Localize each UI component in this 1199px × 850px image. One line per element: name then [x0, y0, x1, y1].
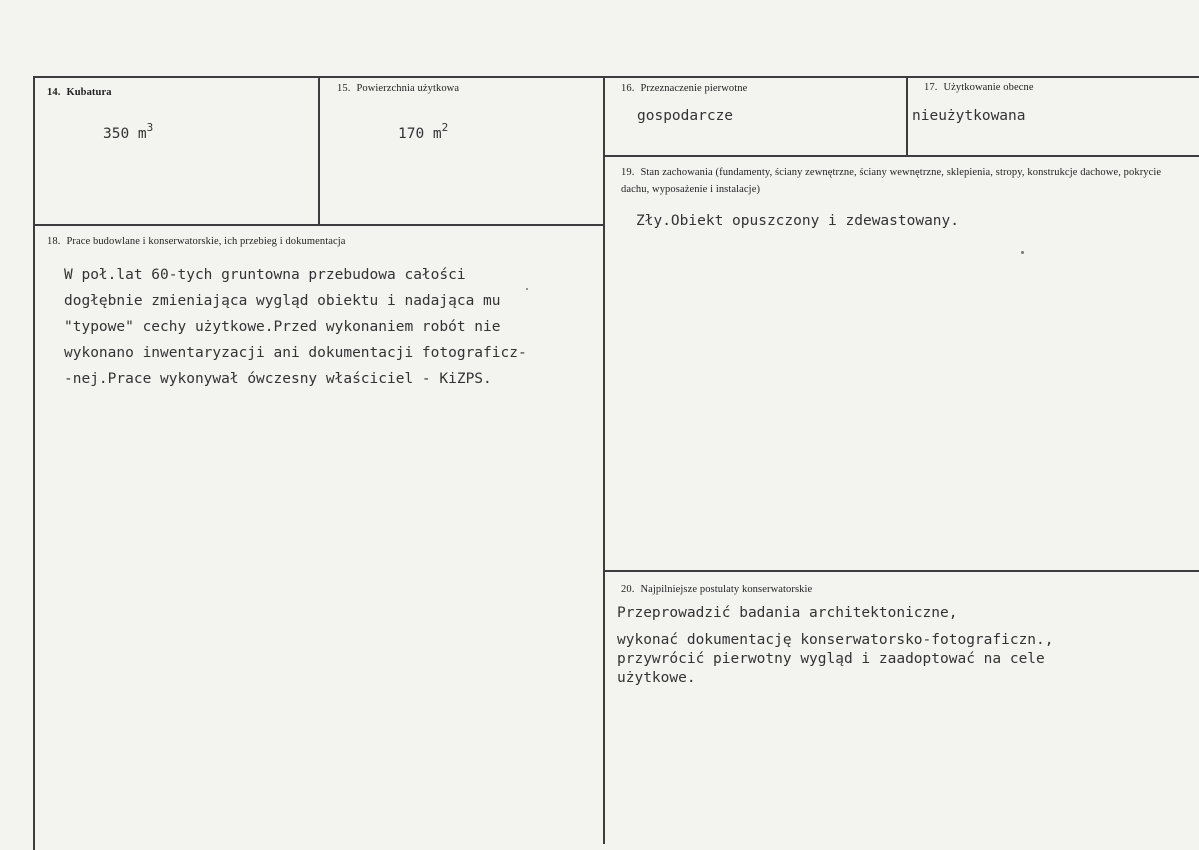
rule-right-mid	[603, 155, 1199, 157]
label-powierzchnia: 15. Powierzchnia użytkowa	[337, 83, 460, 94]
label-stan: 19. Stan zachowania (fundamenty, ściany zewnętrzne, ściany wewnętrzne, sklepienia, stropy, konstrukcje dachowe, pokrycie dachu, wyposażenie i instalacje)	[621, 167, 1162, 195]
text-postulaty	[617, 604, 1054, 688]
rule-center	[603, 76, 605, 844]
unit-exponent: 3	[146, 121, 154, 134]
label-prace: 18. Prace budowlane i konserwatorskie, ich przebieg i dokumentacja	[47, 236, 346, 247]
label-postulaty: 20. Najpilniejsze postulaty konserwatorskie	[621, 584, 813, 595]
value-kubatura: 350 $m^3$	[103, 121, 154, 142]
paper-speck	[1021, 251, 1024, 254]
value-uzytkowanie: nieużytkowana	[912, 108, 1026, 124]
label-kubatura: 14. Kubatura	[47, 87, 112, 98]
rule-left-edge	[33, 76, 35, 850]
rule-right-low	[603, 570, 1199, 572]
text-postulaty-line1: Przeprowadzić badania architektoniczne,	[617, 605, 958, 621]
value-powierzchnia: 170 $m^2$	[398, 121, 449, 142]
rule-divider-17	[906, 76, 908, 156]
value-przeznaczenie: gospodarcze	[637, 108, 734, 124]
unit-exponent: 2	[441, 121, 449, 134]
rule-divider-15	[318, 76, 320, 225]
label-uzytkowanie: 17. Użytkowanie obecne	[924, 82, 1034, 93]
text-postulaty-rest: wykonać dokumentację konserwatorsko-fotograficzn., przywrócić pierwotny wygląd i zaadoptować na cele użytkowe.	[617, 632, 1054, 686]
paper-speck	[526, 288, 528, 290]
text-prace: W poł.lat 60-tych gruntowna przebudowa całości dogłębnie zmieniająca wygląd obiektu i nadająca mu "typowe" cechy użytkowe.Przed wykonaniem robót nie wykonano inwentaryzacji ani dokumentacji fotograficz- -nej.Prace wykonywał ówczesny właściciel - KiZPS.	[64, 267, 527, 387]
label-przeznaczenie: 16. Przeznaczenie pierwotne	[621, 83, 748, 94]
rule-top	[33, 76, 1199, 78]
text-stan: Zły.Obiekt opuszczony i zdewastowany.	[636, 213, 960, 229]
